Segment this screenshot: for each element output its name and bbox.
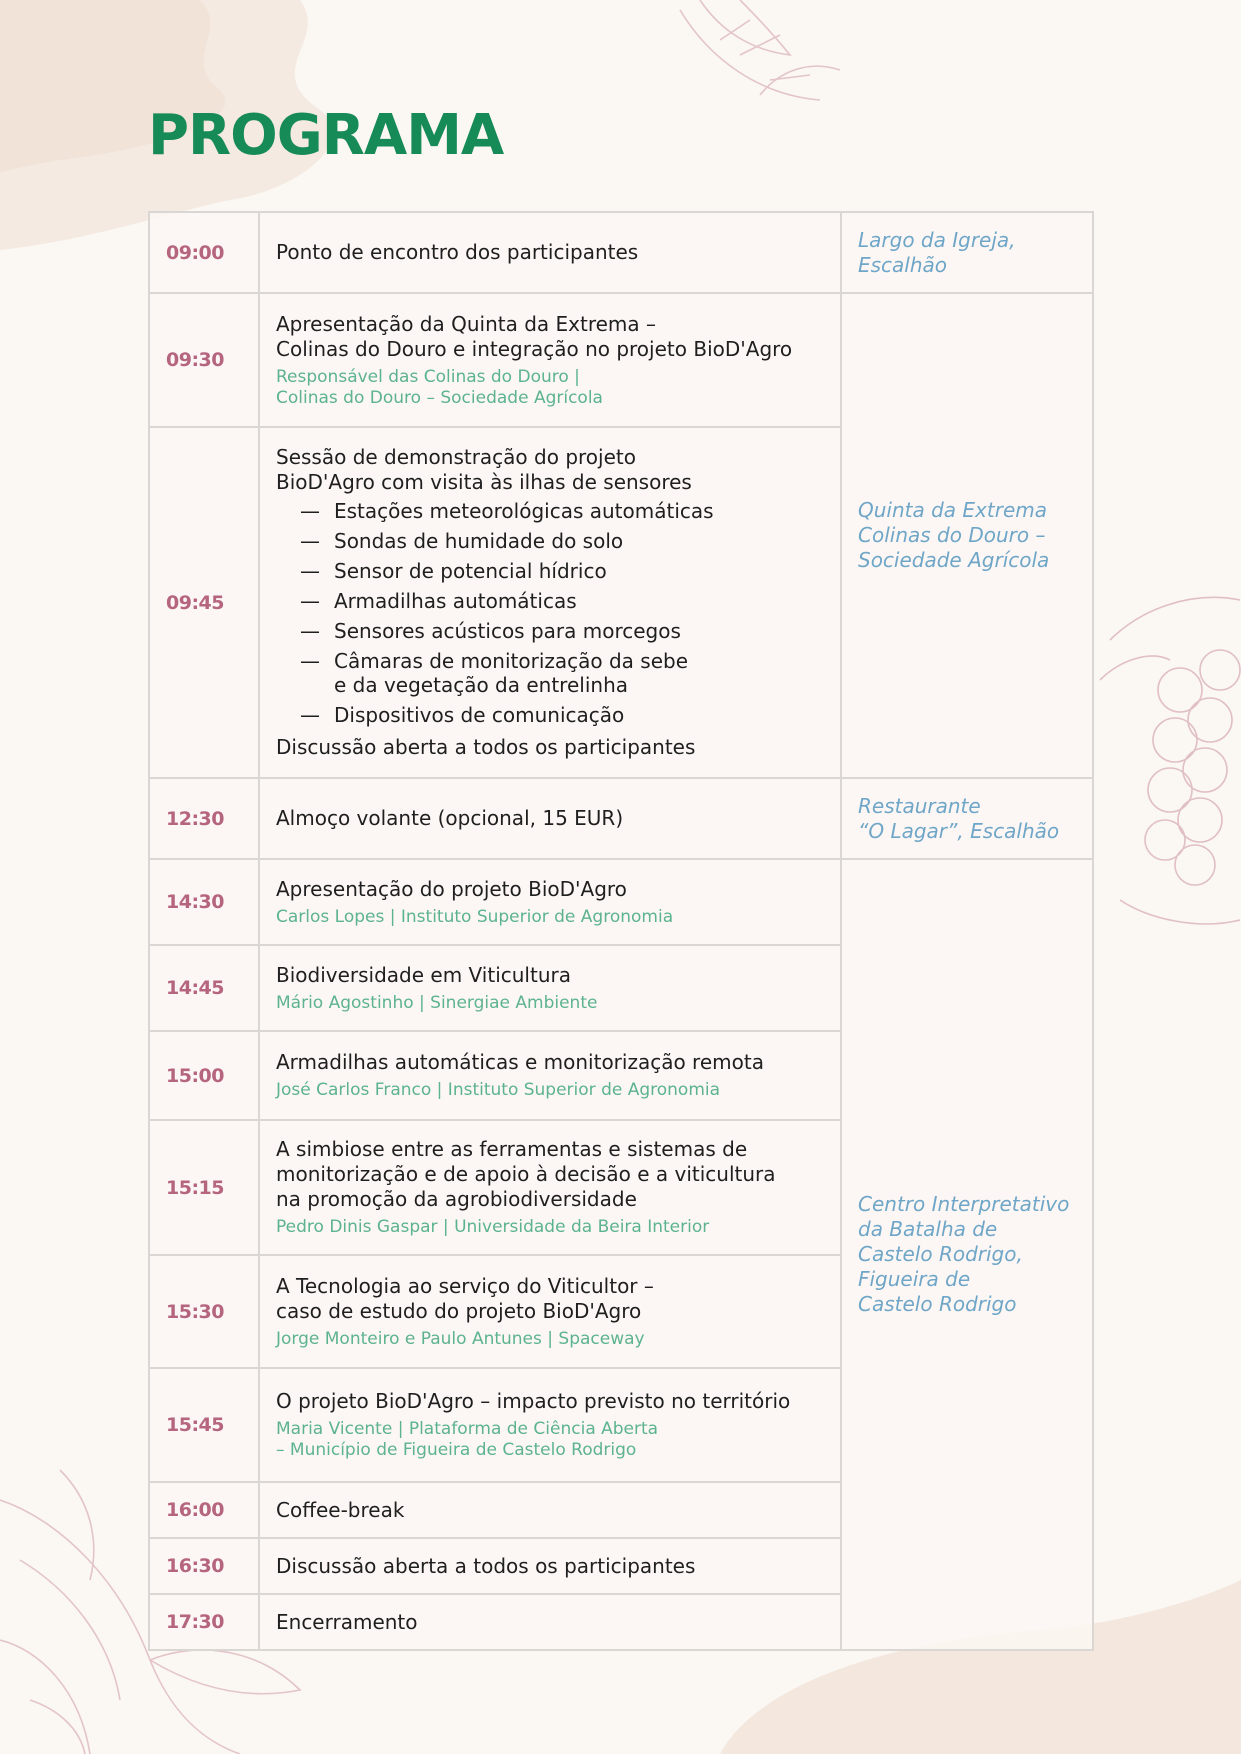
location-line: Restaurante <box>858 793 981 818</box>
location-line: Sociedade Agrícola <box>858 548 1050 572</box>
activity-cell <box>259 859 841 945</box>
activity-title: Colinas do Douro e integração no projeto BioD'Agro <box>276 336 793 361</box>
list-item-text: Dispositivos de comunicação <box>334 703 625 727</box>
sensor-list <box>276 499 824 727</box>
location-cell <box>841 859 1093 1650</box>
activity-title: Ponto de encontro dos participantes <box>276 240 639 264</box>
activity-cell <box>259 945 841 1031</box>
activity-title: Biodiversidade em Viticultura <box>276 962 571 987</box>
speaker-line: – Município de Figueira de Castelo Rodrigo <box>276 1440 637 1460</box>
time-cell: 15:45 <box>149 1368 259 1482</box>
speaker-text <box>276 367 824 409</box>
activity-cell <box>259 1120 841 1255</box>
location-line: “O Lagar”, Escalhão <box>858 818 1060 843</box>
speaker-line: Colinas do Douro – Sociedade Agrícola <box>276 387 603 408</box>
speaker-line: Responsável das Colinas do Douro | <box>276 366 580 387</box>
activity-cell <box>259 778 841 859</box>
list-item <box>300 703 824 727</box>
leaf-sketch-top-icon <box>670 0 850 110</box>
time-cell: 16:30 <box>149 1538 259 1594</box>
speaker-text: José Carlos Franco | Instituto Superior de Agronomia <box>276 1080 721 1100</box>
activity-cell <box>259 1482 841 1538</box>
list-item-text: Estações meteorológicas automáticas <box>334 499 714 523</box>
activity-closing: Discussão aberta a todos os participantes <box>276 735 696 759</box>
time-cell: 14:45 <box>149 945 259 1031</box>
location-line: Figueira de <box>858 1267 971 1291</box>
activity-cell <box>259 1031 841 1120</box>
list-item <box>300 589 824 613</box>
location-line: Centro Interpretativo <box>858 1192 1070 1216</box>
time-cell: 12:30 <box>149 778 259 859</box>
activity-cell <box>259 293 841 427</box>
activity-title: Almoço volante (opcional, 15 EUR) <box>276 806 624 830</box>
activity-title: BioD'Agro com visita às ilhas de sensores <box>276 470 692 494</box>
activity-cell <box>259 212 841 293</box>
table-row <box>149 778 1093 859</box>
list-item <box>300 499 824 523</box>
location-cell <box>841 212 1093 293</box>
location-line: Escalhão <box>858 252 948 277</box>
speaker-text: Pedro Dinis Gaspar | Universidade da Beira Interior <box>276 1217 710 1237</box>
activity-cell <box>259 1538 841 1594</box>
activity-title: O projeto BioD'Agro – impacto previsto no território <box>276 1389 791 1413</box>
time-cell: 09:45 <box>149 427 259 778</box>
time-cell: 09:00 <box>149 212 259 293</box>
activity-title: Discussão aberta a todos os participantes <box>276 1553 696 1578</box>
location-line: Castelo Rodrigo <box>858 1292 1017 1316</box>
activity-title: Apresentação da Quinta da Extrema – <box>276 311 657 336</box>
list-item-text: Sondas de humidade do solo <box>334 529 624 553</box>
time-cell: 09:30 <box>149 293 259 427</box>
speaker-text: Carlos Lopes | Instituto Superior de Agronomia <box>276 906 674 927</box>
activity-cell <box>259 1368 841 1482</box>
speaker-text: Mário Agostinho | Sinergiae Ambiente <box>276 992 598 1013</box>
speaker-text <box>276 1419 824 1461</box>
time-cell: 14:30 <box>149 859 259 945</box>
activity-title: A simbiose entre as ferramentas e sistemas de <box>276 1137 748 1161</box>
activity-cell <box>259 1255 841 1368</box>
list-item <box>300 529 824 553</box>
activity-title: monitorização e de apoio à decisão e a viticultura <box>276 1162 776 1186</box>
location-line: Castelo Rodrigo, <box>858 1242 1023 1266</box>
location-cell <box>841 293 1093 778</box>
list-item <box>300 619 824 643</box>
time-cell: 17:30 <box>149 1594 259 1650</box>
program-table <box>148 211 1094 1651</box>
activity-title: Encerramento <box>276 1609 418 1634</box>
table-row <box>149 212 1093 293</box>
table-row <box>149 859 1093 945</box>
list-item-text: — Câmaras de monitorização da sebe <box>334 649 689 673</box>
location-cell <box>841 778 1093 859</box>
list-item-text: Sensor de potencial hídrico <box>334 559 607 583</box>
location-line: Colinas do Douro – <box>858 523 1046 547</box>
activity-title: na promoção da agrobiodiversidade <box>276 1187 637 1211</box>
speaker-line: Maria Vicente | Plataforma de Ciência Aberta <box>276 1419 659 1439</box>
list-item <box>300 649 824 697</box>
activity-cell <box>259 427 841 778</box>
activity-title: caso de estudo do projeto BioD'Agro <box>276 1298 642 1323</box>
time-cell: 15:00 <box>149 1031 259 1120</box>
activity-title: Apresentação do projeto BioD'Agro <box>276 876 627 901</box>
activity-cell <box>259 1594 841 1650</box>
location-line: da Batalha de <box>858 1217 998 1241</box>
time-cell: 15:15 <box>149 1120 259 1255</box>
activity-title: Coffee-break <box>276 1497 405 1522</box>
activity-title: A Tecnologia ao serviço do Viticultor – <box>276 1273 654 1298</box>
list-item <box>300 559 824 583</box>
activity-title: Sessão de demonstração do projeto <box>276 445 636 469</box>
page-title: PROGRAMA <box>148 103 504 168</box>
list-item-text: e da vegetação da entrelinha <box>334 673 628 697</box>
grape-sketch-right-icon <box>1090 580 1241 960</box>
time-cell: 15:30 <box>149 1255 259 1368</box>
location-line: Largo da Igreja, <box>858 227 1016 252</box>
activity-title: Armadilhas automáticas e monitorização remota <box>276 1050 764 1074</box>
location-line: Quinta da Extrema <box>858 498 1047 522</box>
time-cell: 16:00 <box>149 1482 259 1538</box>
list-item-text: Sensores acústicos para morcegos <box>334 619 681 643</box>
table-row <box>149 293 1093 427</box>
speaker-text: Jorge Monteiro e Paulo Antunes | Spaceway <box>276 1328 645 1349</box>
list-item-text: Armadilhas automáticas <box>334 589 577 613</box>
